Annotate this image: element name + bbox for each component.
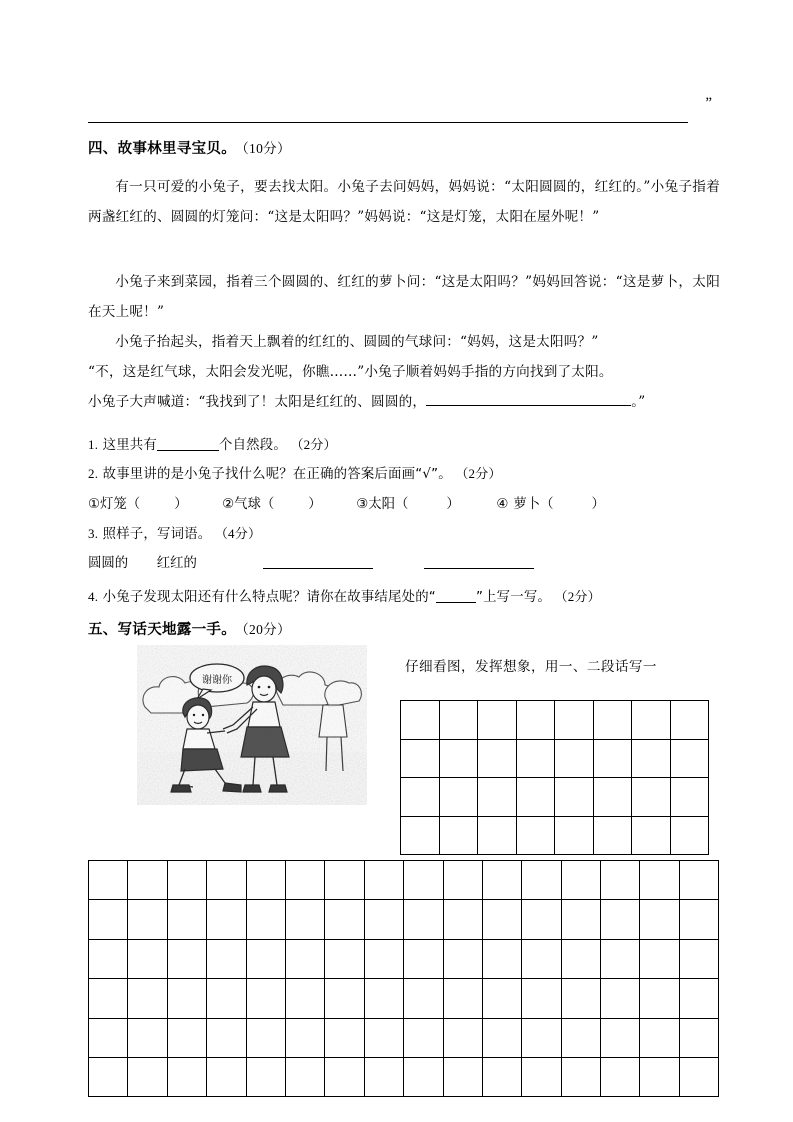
grid-cell[interactable] xyxy=(671,701,710,740)
grid-cell[interactable] xyxy=(640,861,679,900)
grid-cell[interactable] xyxy=(632,740,671,779)
grid-cell[interactable] xyxy=(562,979,601,1018)
question-3-sample-row xyxy=(88,552,534,571)
grid-cell[interactable] xyxy=(601,979,640,1018)
grid-cell[interactable] xyxy=(671,740,710,779)
grid-cell[interactable] xyxy=(640,900,679,939)
question-2-options xyxy=(88,493,605,512)
question-4-points: （2分） xyxy=(561,589,601,604)
grid-cell[interactable] xyxy=(168,1058,207,1097)
option-1-label: 灯笼 xyxy=(100,497,127,512)
writing-illustration xyxy=(137,645,367,805)
grid-cell[interactable] xyxy=(671,778,710,817)
option-2[interactable] xyxy=(222,493,322,512)
grid-cell[interactable] xyxy=(640,940,679,979)
question-1-text-before: 这里共有 xyxy=(102,438,157,453)
grid-cell[interactable] xyxy=(632,778,671,817)
grid-cell[interactable] xyxy=(128,900,167,939)
option-3[interactable] xyxy=(356,493,460,512)
grid-cell[interactable] xyxy=(483,1019,522,1058)
grid-cell[interactable] xyxy=(483,979,522,1018)
grid-cell[interactable] xyxy=(365,861,404,900)
question-1 xyxy=(88,434,337,453)
grid-cell[interactable] xyxy=(247,979,286,1018)
question-2-text: 故事里讲的是小兔子找什么呢？在正确的答案后面画“√”。 xyxy=(102,467,452,482)
grid-cell[interactable] xyxy=(89,861,128,900)
grid-cell[interactable] xyxy=(680,1058,719,1097)
grid-cell[interactable] xyxy=(601,861,640,900)
grid-cell[interactable] xyxy=(522,861,561,900)
grid-cell[interactable] xyxy=(207,861,246,900)
grid-cell[interactable] xyxy=(168,900,207,939)
grid-cell[interactable] xyxy=(404,1019,443,1058)
grid-cell[interactable] xyxy=(522,900,561,939)
grid-cell[interactable] xyxy=(522,1058,561,1097)
question-1-points: （2分） xyxy=(296,437,337,452)
option-1-marker: ① xyxy=(88,497,101,512)
grid-cell[interactable] xyxy=(632,701,671,740)
grid-cell[interactable] xyxy=(601,900,640,939)
passage-paragraph-4 xyxy=(88,357,720,387)
grid-cell[interactable] xyxy=(517,740,556,779)
grid-cell[interactable] xyxy=(680,940,719,979)
grid-cell[interactable] xyxy=(128,1058,167,1097)
carryover-end-quote: ” xyxy=(705,95,712,111)
question-1-text-after: 个自然段。 xyxy=(219,438,287,453)
grid-cell[interactable] xyxy=(247,1058,286,1097)
grid-cell[interactable] xyxy=(365,1019,404,1058)
grid-cell[interactable] xyxy=(286,900,325,939)
passage-text-4: “不，这是红气球，太阳会发光呢，你瞧……”小兔子顺着妈妈手指的方向找到了太阳。 xyxy=(88,364,613,380)
grid-cell[interactable] xyxy=(601,940,640,979)
grid-cell[interactable] xyxy=(517,778,556,817)
grid-cell[interactable] xyxy=(365,1058,404,1097)
passage-paragraph-3 xyxy=(88,327,720,357)
question-4 xyxy=(88,586,601,605)
grid-cell[interactable] xyxy=(207,940,246,979)
grid-cell[interactable] xyxy=(128,940,167,979)
question-4-text-after: ”上写一写。 xyxy=(475,590,552,605)
question-2-points: （2分） xyxy=(461,466,502,481)
grid-cell[interactable] xyxy=(594,778,633,817)
passage-text-3: 小兔子抬起头，指着天上飘着的红红的、圆圆的气球问：“妈妈，这是太阳吗？” xyxy=(115,334,599,350)
option-4-bracket-open: （ xyxy=(540,496,554,511)
grid-cell[interactable] xyxy=(404,979,443,1018)
speech-bubble-text: 谢谢你 xyxy=(202,675,232,686)
question-3-text: 照样子，写词语。 xyxy=(102,527,212,542)
grid-cell[interactable] xyxy=(555,740,594,779)
passage-final-line xyxy=(88,387,720,417)
grid-cell[interactable] xyxy=(444,940,483,979)
option-3-label: 太阳 xyxy=(368,497,396,512)
question-1-blank[interactable] xyxy=(157,435,219,451)
grid-cell[interactable] xyxy=(632,817,671,856)
grid-cell[interactable] xyxy=(207,979,246,1018)
grid-cell[interactable] xyxy=(440,817,479,856)
question-2-number: 2. xyxy=(88,466,99,481)
question-2 xyxy=(88,463,502,482)
grid-cell[interactable] xyxy=(325,1058,364,1097)
grid-cell[interactable] xyxy=(640,1019,679,1058)
grid-cell[interactable] xyxy=(680,861,719,900)
option-3-marker: ③ xyxy=(356,497,369,512)
grid-cell[interactable] xyxy=(478,740,517,779)
section-five-title: 五、写话天地露一手。 xyxy=(88,622,236,638)
grid-cell[interactable] xyxy=(128,979,167,1018)
grid-cell[interactable] xyxy=(286,979,325,1018)
grid-cell[interactable] xyxy=(483,1058,522,1097)
grid-cell[interactable] xyxy=(89,940,128,979)
grid-cell[interactable] xyxy=(680,979,719,1018)
grid-cell[interactable] xyxy=(640,1058,679,1097)
section-heading-four xyxy=(88,137,291,158)
question-4-blank[interactable] xyxy=(436,587,476,603)
grid-cell[interactable] xyxy=(680,900,719,939)
sample-word-2: 红红的 xyxy=(156,556,197,571)
grid-cell[interactable] xyxy=(601,1058,640,1097)
passage-final-prefix: 小兔子大声喊道：“我找到了！太阳是红红的、圆圆的， xyxy=(88,394,427,410)
writing-prompt: 仔细看图，发挥想象，用一、二段话写一 xyxy=(405,659,657,675)
grid-cell[interactable] xyxy=(404,861,443,900)
grid-cell[interactable] xyxy=(325,861,364,900)
grid-cell[interactable] xyxy=(247,861,286,900)
grid-cell[interactable] xyxy=(207,1019,246,1058)
grid-cell[interactable] xyxy=(522,940,561,979)
grid-cell[interactable] xyxy=(286,1058,325,1097)
grid-cell[interactable] xyxy=(562,861,601,900)
grid-cell[interactable] xyxy=(401,740,440,779)
grid-cell[interactable] xyxy=(555,817,594,856)
grid-cell[interactable] xyxy=(286,1019,325,1058)
option-1[interactable] xyxy=(88,493,188,512)
grid-cell[interactable] xyxy=(247,940,286,979)
passage-final-suffix: 。” xyxy=(631,394,646,410)
grid-cell[interactable] xyxy=(562,1019,601,1058)
grid-cell[interactable] xyxy=(286,861,325,900)
option-2-label: 气球 xyxy=(234,497,261,512)
composition-grid-lower[interactable] xyxy=(88,860,719,1097)
question-4-text-before: 小兔子发现太阳还有什么特点呢？请你在故事结尾处的“ xyxy=(102,590,436,605)
grid-cell[interactable] xyxy=(168,979,207,1018)
option-4[interactable] xyxy=(496,493,605,512)
option-4-bracket-close: ） xyxy=(591,496,605,511)
grid-cell[interactable] xyxy=(440,701,479,740)
grid-cell[interactable] xyxy=(247,900,286,939)
passage-text-2: 小兔子来到菜园，指着三个圆圆的、红红的萝卜问：“这是太阳吗？”妈妈回答说：“这是萝卜，太阳在天上呢！” xyxy=(88,274,720,320)
section-four-points: （10分） xyxy=(242,141,291,156)
grid-cell[interactable] xyxy=(89,1019,128,1058)
illustration-svg xyxy=(137,645,367,805)
grid-cell[interactable] xyxy=(207,1058,246,1097)
grid-cell[interactable] xyxy=(562,900,601,939)
passage-text-1: 有一只可爱的小兔子，要去找太阳。小兔子去问妈妈，妈妈说：“太阳圆圆的，红红的。”小兔子指着两盏红红的、圆圆的灯笼问：“这是太阳吗？”妈妈说：“这是灯笼，太阳在屋外呢！” xyxy=(88,179,720,225)
section-five-points: （20分） xyxy=(242,622,291,637)
grid-cell[interactable] xyxy=(671,817,710,856)
question-3-number: 3. xyxy=(88,526,99,541)
grid-cell[interactable] xyxy=(365,940,404,979)
grid-cell[interactable] xyxy=(444,1058,483,1097)
grid-cell[interactable] xyxy=(247,1019,286,1058)
grid-cell[interactable] xyxy=(483,861,522,900)
grid-cell[interactable] xyxy=(444,1019,483,1058)
grid-cell[interactable] xyxy=(562,940,601,979)
grid-cell[interactable] xyxy=(555,701,594,740)
section-four-title: 四、故事林里寻宝贝。 xyxy=(88,141,236,157)
grid-cell[interactable] xyxy=(404,900,443,939)
carryover-rule xyxy=(88,122,688,123)
option-1-bracket-open: （ xyxy=(126,496,141,511)
section-heading-five xyxy=(88,618,291,639)
grid-cell[interactable] xyxy=(594,817,633,856)
grid-cell[interactable] xyxy=(286,940,325,979)
grid-cell[interactable] xyxy=(444,861,483,900)
question-3 xyxy=(88,523,261,542)
sample-word-1: 圆圆的 xyxy=(88,556,129,571)
passage-answer-blank[interactable] xyxy=(426,388,631,406)
grid-cell[interactable] xyxy=(325,900,364,939)
grid-cell[interactable] xyxy=(483,940,522,979)
grid-cell[interactable] xyxy=(168,861,207,900)
grid-cell[interactable] xyxy=(517,817,556,856)
option-2-bracket-close: ） xyxy=(308,496,322,511)
grid-cell[interactable] xyxy=(483,900,522,939)
option-2-marker: ② xyxy=(222,497,235,512)
passage-paragraph-2 xyxy=(88,267,720,327)
grid-cell[interactable] xyxy=(478,817,517,856)
grid-cell[interactable] xyxy=(478,701,517,740)
grid-cell[interactable] xyxy=(444,900,483,939)
option-4-marker: ④ xyxy=(496,497,509,512)
grid-cell[interactable] xyxy=(89,1058,128,1097)
option-3-bracket-close: ） xyxy=(446,496,460,511)
grid-cell[interactable] xyxy=(522,1019,561,1058)
grid-cell[interactable] xyxy=(517,701,556,740)
grid-cell[interactable] xyxy=(440,740,479,779)
question-4-number: 4. xyxy=(88,589,99,604)
grid-cell[interactable] xyxy=(325,1019,364,1058)
passage-paragraph-1 xyxy=(88,172,720,232)
carryover-answer-line xyxy=(88,95,718,126)
grid-cell[interactable] xyxy=(89,979,128,1018)
grid-cell[interactable] xyxy=(404,1058,443,1097)
grid-cell[interactable] xyxy=(555,778,594,817)
grid-cell[interactable] xyxy=(594,701,633,740)
question-3-blank-1[interactable] xyxy=(263,553,373,569)
grid-cell[interactable] xyxy=(680,1019,719,1058)
grid-cell[interactable] xyxy=(168,1019,207,1058)
grid-cell[interactable] xyxy=(325,940,364,979)
option-2-bracket-open: （ xyxy=(260,496,275,511)
grid-cell[interactable] xyxy=(594,740,633,779)
grid-cell[interactable] xyxy=(640,979,679,1018)
grid-cell[interactable] xyxy=(89,900,128,939)
option-1-bracket-close: ） xyxy=(174,496,188,511)
grid-cell[interactable] xyxy=(562,1058,601,1097)
grid-cell[interactable] xyxy=(404,940,443,979)
grid-cell[interactable] xyxy=(128,1019,167,1058)
grid-cell[interactable] xyxy=(168,940,207,979)
question-3-blank-2[interactable] xyxy=(424,553,534,569)
grid-cell[interactable] xyxy=(401,701,440,740)
grid-cell[interactable] xyxy=(401,817,440,856)
grid-cell[interactable] xyxy=(128,861,167,900)
grid-cell[interactable] xyxy=(401,778,440,817)
option-3-bracket-open: （ xyxy=(395,496,409,511)
option-4-label: 萝卜 xyxy=(513,497,541,512)
question-3-points: （4分） xyxy=(221,526,262,541)
grid-cell[interactable] xyxy=(325,979,364,1018)
grid-cell[interactable] xyxy=(207,900,246,939)
question-1-number: 1. xyxy=(88,437,99,452)
grid-cell[interactable] xyxy=(365,900,404,939)
grid-cell[interactable] xyxy=(478,778,517,817)
grid-cell[interactable] xyxy=(522,979,561,1018)
grid-cell[interactable] xyxy=(601,1019,640,1058)
grid-cell[interactable] xyxy=(444,979,483,1018)
grid-cell[interactable] xyxy=(440,778,479,817)
grid-cell[interactable] xyxy=(365,979,404,1018)
composition-grid-upper[interactable] xyxy=(400,700,709,855)
